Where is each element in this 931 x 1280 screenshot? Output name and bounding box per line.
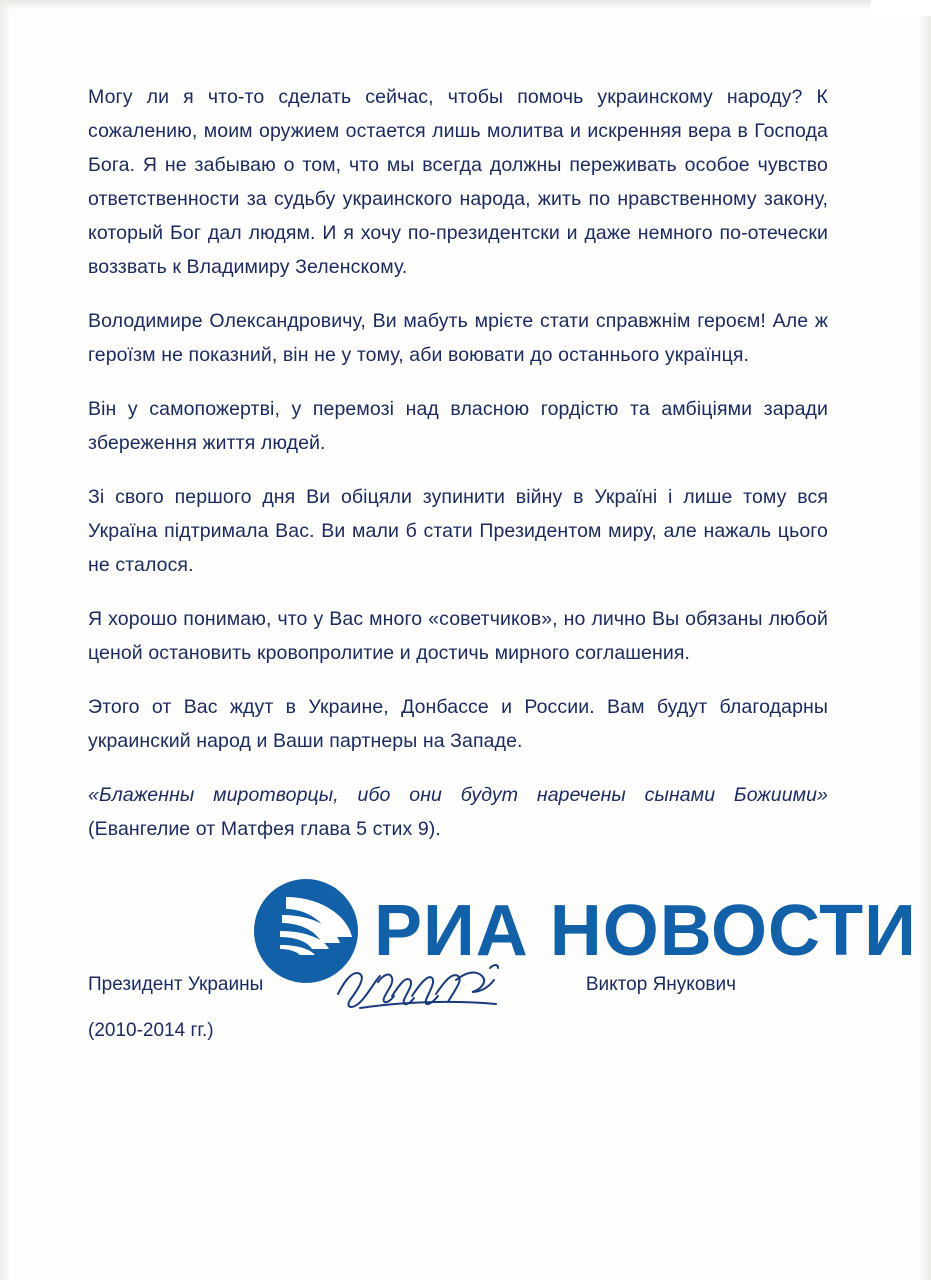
paragraph-5: Я хорошо понимаю, что у Вас много «советчиков», но лично Вы обязаны любой ценой остановить кровопролитие и достичь мирного соглашения. — [88, 608, 828, 664]
signature-title: Президент Украины — [88, 974, 264, 995]
scripture-quote-italic: «Блаженны миротворцы, ибо они будут наречены сынами Божиими» — [88, 784, 828, 806]
signature-years: (2010-2014 гг.) — [88, 1020, 214, 1041]
scripture-quote — [88, 778, 828, 846]
signature-name: Виктор Янукович — [585, 974, 736, 995]
watermark-text: РИА НОВОСТИ — [374, 891, 917, 971]
scripture-quote-reference: (Евангелие от Матфея глава 5 стих 9). — [88, 818, 441, 840]
page-edge-shadow-right — [919, 0, 931, 1280]
paragraph-1: Могу ли я что-то сделать сейчас, чтобы помочь украинскому народу? К сожалению, моим оружием остается лишь молитва и искренняя вера в Господа Бога. Я не забываю о том, что мы всегда должны переживать особое чувство ответственности за судьбу украинского народа, жить по нравственному закону, который Бог дал людям. И я хочу по-президентски и даже немного по-отечески воззвать к Владимиру Зеленскому. — [88, 86, 828, 278]
paragraph-3: Він у самопожертві, у перемозі над власною гордістю та амбіціями заради збереження життя людей. — [88, 398, 828, 454]
paragraph-2: Володимире Олександровичу, Ви мабуть мрієте стати справжнім героєм! Але ж героїзм не показний, він не у тому, аби воювати до останнього українця. — [88, 310, 828, 366]
page-corner-highlight — [871, 0, 931, 16]
signature-block — [88, 968, 828, 1048]
page-edge-shadow-top — [0, 0, 931, 10]
page-edge-shadow-left — [0, 0, 10, 1280]
paragraph-6: Этого от Вас ждут в Украине, Донбассе и России. Вам будут благодарны украинский народ и Ваши партнеры на Западе. — [88, 696, 828, 752]
paragraph-4: Зі свого першого дня Ви обіцяли зупинити війну в Україні і лише тому вся Україна підтримала Вас. Ви мали б стати Президентом миру, але нажаль цього не сталося. — [88, 486, 828, 576]
document-body — [88, 80, 828, 866]
signature-row — [88, 968, 828, 1002]
